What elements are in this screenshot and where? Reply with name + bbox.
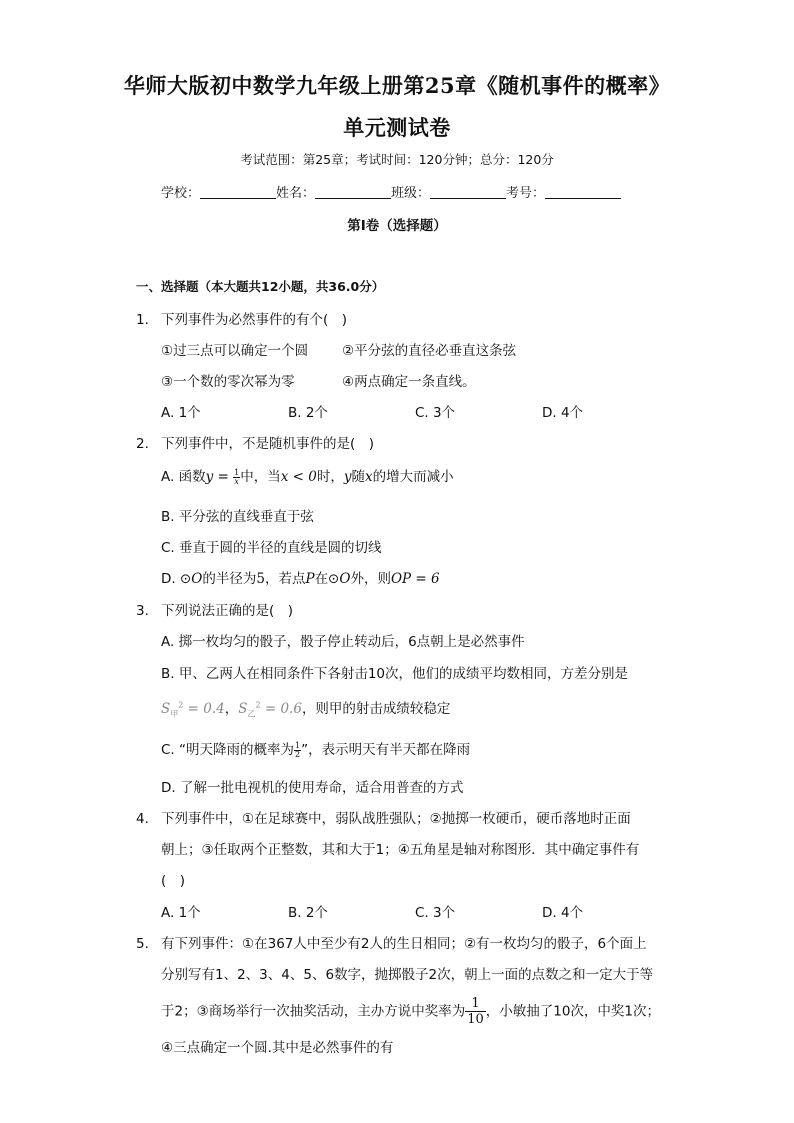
stem-text: 于2；③商场举行一次抽奖活动，主办方说中奖率为: [161, 1003, 466, 1020]
option-b: B. 2个: [288, 905, 328, 921]
q2-option-b: B. 平分弦的直线垂直于弦: [161, 509, 314, 525]
option-text: 的半径为: [202, 571, 257, 587]
option-text: A. 函数: [161, 469, 206, 485]
option-text: 的增大而减小: [372, 469, 454, 485]
q1-items-row1: [161, 339, 516, 359]
denominator: 10: [467, 1012, 484, 1027]
q4-stem-line3: ( ): [161, 873, 186, 889]
question-2: [136, 432, 374, 452]
variance-formula-1: [161, 701, 225, 717]
math-var: x: [364, 469, 373, 485]
q1-item-3: ③一个数的零次幂为零: [161, 374, 295, 390]
option-c: C. 3个: [415, 405, 456, 421]
class-blank[interactable]: [430, 186, 506, 199]
denominator: x: [234, 476, 239, 486]
symbol: S: [161, 701, 171, 717]
math-expr: OP = 6: [390, 571, 440, 587]
q1-items-row2: [161, 370, 476, 390]
value: = 0.4: [183, 701, 225, 717]
math-expr: x < 0: [280, 469, 317, 485]
value: = 0.6: [260, 701, 302, 717]
question-stem: 有下列事件：①在367人中至少有2人的生日相同；②有一枚均匀的骰子，6个面上: [161, 936, 647, 952]
question-number: 2.: [136, 436, 149, 452]
q1-item-2: ②平分弦的直径必垂直这条弦: [342, 343, 517, 359]
denominator: 2: [295, 749, 301, 759]
q1-item-1: ①过三点可以确定一个圆: [161, 343, 309, 359]
numerator: 1: [234, 467, 240, 477]
subscript: 甲: [170, 709, 179, 719]
option-text: 外，则: [350, 571, 391, 587]
question-number: 1.: [136, 312, 149, 328]
q3-option-b-line1: B. 甲、乙两人在相同条件下各射击10次，他们的成绩平均数相同，方差分别是: [161, 666, 629, 682]
numerator: 1: [465, 996, 486, 1012]
option-text: 时，: [316, 469, 344, 485]
fraction: [465, 996, 486, 1027]
option-c: C. 3个: [415, 905, 456, 921]
option-text: ，则甲的射击成绩较稳定: [301, 701, 451, 717]
option-d: D. 4个: [542, 405, 584, 421]
q5-stem-line4: ④三点确定一个圆.其中是必然事件的有: [161, 1040, 394, 1056]
q3-option-c: [161, 738, 470, 759]
q1-options: [161, 401, 669, 421]
question-5: [136, 932, 647, 952]
question-number: 4.: [136, 811, 149, 827]
math-var: y: [343, 469, 352, 485]
option-b: B. 2个: [288, 405, 328, 421]
q4-stem-line2: 朝上；③任取两个正整数，其和大于1；④五角星是轴对称图形．其中确定事件有: [161, 842, 640, 858]
question-stem: 下列事件中，不是随机事件的是( ): [161, 436, 375, 452]
math-num: 5: [256, 571, 265, 587]
exam-no-label: 考号：: [506, 186, 546, 201]
question-number: 3.: [136, 603, 149, 619]
option-a: A. 1个: [161, 905, 201, 921]
question-stem: 下列说法正确的是( ): [161, 603, 294, 619]
question-4: [136, 807, 631, 827]
name-blank[interactable]: [315, 186, 391, 199]
q5-stem-line2: 分别写有1、2、3、4、5、6数字，抛掷骰子2次，朝上一面的点数之和一定大于等: [161, 967, 654, 983]
option-a: A. 1个: [161, 405, 201, 421]
option-d: D. 4个: [542, 905, 584, 921]
option-text: 中，当: [240, 469, 281, 485]
numerator: 1: [295, 740, 301, 750]
q4-options: [161, 901, 669, 921]
q3-option-a: A. 掷一枚均匀的骰子，骰子停止转动后，6点朝上是必然事件: [161, 634, 525, 650]
question-1: [136, 308, 347, 328]
exam-meta: 考试范围：第25章；考试时间：120分钟；总分：120分: [240, 152, 554, 167]
option-text: 随: [351, 469, 365, 485]
class-label: 班级：: [391, 186, 431, 201]
school-blank[interactable]: [200, 186, 276, 199]
symbol: S: [238, 701, 248, 717]
variance-formula-2: [238, 701, 302, 717]
question-number: 5.: [136, 936, 149, 952]
math-expr: y =: [205, 469, 234, 485]
name-label: 姓名：: [276, 186, 316, 201]
school-label: 学校：: [161, 186, 201, 201]
option-text: ”，表示明天有半天都在降雨: [301, 742, 471, 758]
question-stem: 下列事件为必然事件的有个( ): [161, 312, 348, 328]
q3-option-b-line2: [161, 697, 450, 720]
math-var: P: [305, 571, 315, 587]
superscript: 2: [255, 700, 261, 710]
student-info-fields: [161, 182, 621, 201]
option-text: ，若点: [264, 571, 306, 587]
exam-title-line2: 单元测试卷: [343, 115, 451, 140]
q2-option-c: C. 垂直于圆的半径的直线是圆的切线: [161, 540, 382, 556]
stem-text: ，小敏抽了10次，中奖1次；: [485, 1003, 661, 1020]
subscript: 乙: [247, 709, 256, 719]
math-var: O: [191, 571, 203, 587]
option-text: C. “明天降雨的概率为: [161, 742, 295, 758]
q2-option-d: [161, 567, 440, 587]
exam-title-line1: 华师大版初中数学九年级上册第25章《随机事件的概率》: [123, 73, 671, 98]
math-var: O: [339, 571, 351, 587]
section-title: 一、选择题（本大题共12小题，共36.0分）: [136, 279, 385, 294]
q1-item-4: ④两点确定一条直线。: [342, 374, 476, 390]
q3-option-d: D. 了解一批电视机的使用寿命，适合用普查的方式: [161, 780, 464, 796]
exam-no-blank[interactable]: [545, 186, 621, 199]
option-text: D. ⊙: [161, 571, 192, 587]
question-3: [136, 599, 293, 619]
separator: ，: [224, 701, 239, 717]
option-text: 在⊙: [314, 571, 340, 587]
part-title: 第I卷（选择题）: [347, 218, 447, 234]
q5-stem-line3: [161, 996, 660, 1027]
superscript: 2: [178, 700, 184, 710]
question-stem: 下列事件中，①在足球赛中，弱队战胜强队；②抛掷一枚硬币，硬币落地时正面: [161, 811, 631, 827]
q2-option-a: [161, 465, 454, 486]
